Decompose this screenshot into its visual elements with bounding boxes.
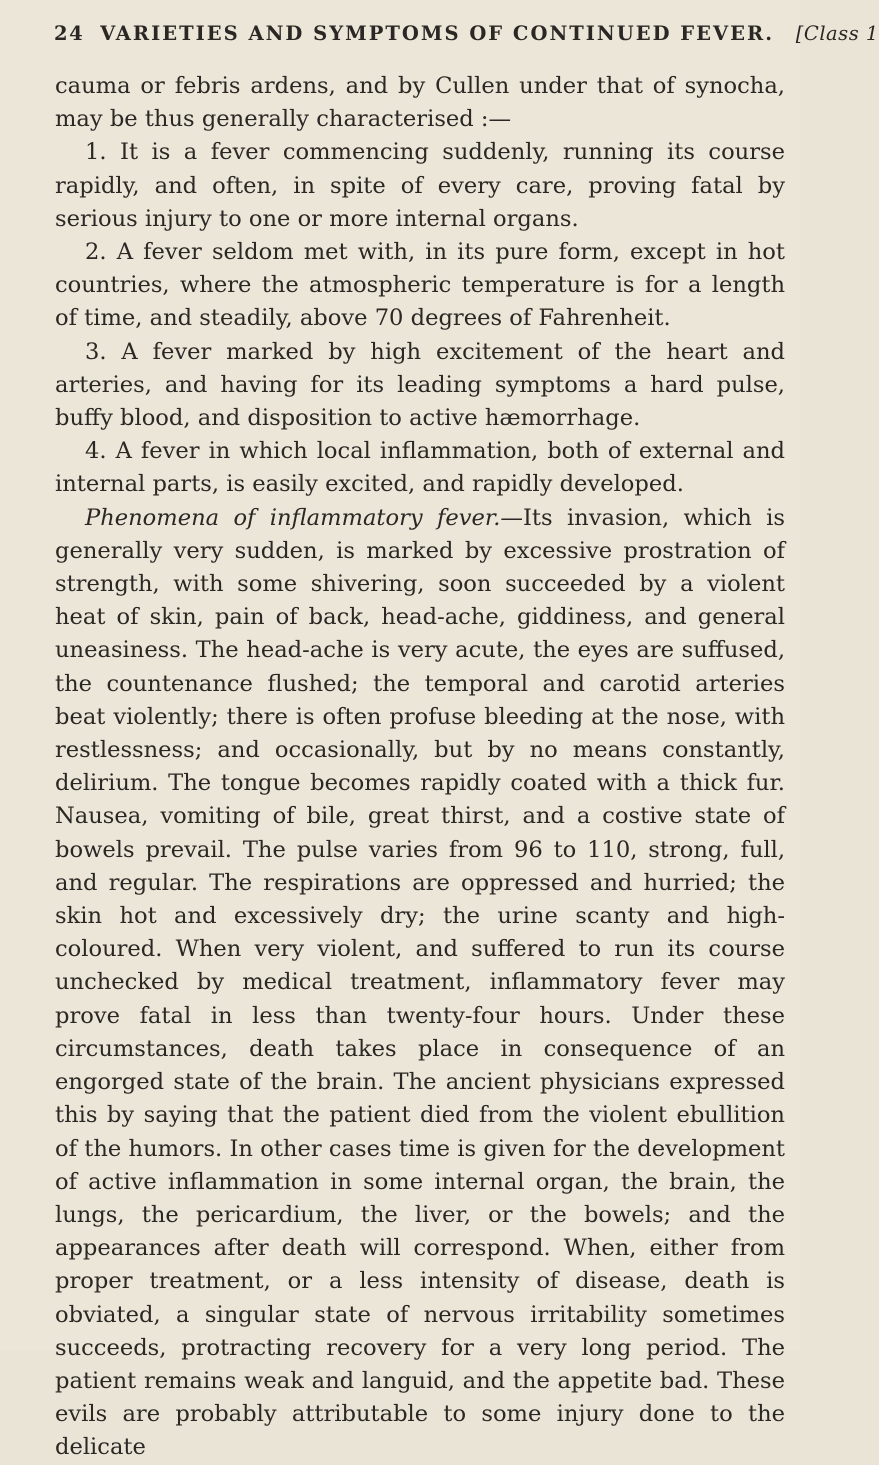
paragraph-item-3: 3. A fever marked by high excitement of the heart and arteries, and having for its leading symptoms a hard pulse, buffy blood, and disposition to active hæmorrhage. — [55, 338, 785, 432]
paragraph-phenomena — [55, 502, 785, 1465]
running-header — [54, 22, 879, 45]
running-title: VARIETIES AND SYMPTOMS OF CONTINUED FEVER. — [100, 22, 774, 45]
page-number: 24 — [54, 22, 85, 45]
paragraph-item-4: 4. A fever in which local inflammation, both of external and internal parts, is easily excited, and rapidly developed. — [55, 438, 785, 498]
section-heading: Phenomena of inflammatory fever. — [85, 504, 501, 531]
paragraph-intro: cauma or febris ardens, and by Cullen under that of synocha, may be thus generally characterised :— — [55, 73, 785, 133]
class-label: [Class 1 — [795, 22, 879, 45]
paragraph-item-2: 2. A fever seldom met with, in its pure form, except in hot countries, where the atmospheric temperature is for a length of time, and steadily, above 70 degrees of Fahrenheit. — [55, 239, 785, 332]
paragraph-phenomena-text: —Its invasion, which is generally very sudden, is marked by excessive prostration of strength, with some shivering, soon succeeded by a violent heat of skin, pain of back, head-ache, giddiness, and general uneasiness. The head-ache is very acute, the eyes are suffused, the countenance flushed; the temporal and carotid arteries beat violently; there is often profuse bleeding at the nose, with restlessness; and occasionally, but by no means constantly, delirium. The tongue becomes rapidly coated with a thick fur. Nausea, vomiting of bile, great thirst, and a costive state of bowels prevail. The pulse varies from 96 to 110, strong, full, and regular. The respirations are oppressed and hurried; the skin hot and excessively dry; the urine scanty and high-coloured. When very violent, and suffered to run its course unchecked by medical treatment, inflammatory fever may prove fatal in less than twenty-four hours. Under these circumstances, death takes place in consequence of an engorged state of the brain. The ancient physicians expressed this by saying that the patient died from the violent ebullition of the humors. In other cases time is given for the development of active inflammation in some internal organ, the brain, the lungs, the pericardium, the liver, or the bowels; and the appearances after death will correspond. When, either from proper treatment, or a less intensity of disease, death is obviated, a singular state of nervous irritability sometimes succeeds, protracting recovery for a very long period. The patient remains weak and languid, and the appetite bad. These evils are probably attributable to some injury done to the delicate — [55, 504, 785, 1461]
body-text — [55, 70, 785, 1465]
paragraph-item-1: 1. It is a fever commencing suddenly, running its course rapidly, and often, in spite of every care, proving fatal by serious injury to one or more internal organs. — [55, 139, 785, 232]
